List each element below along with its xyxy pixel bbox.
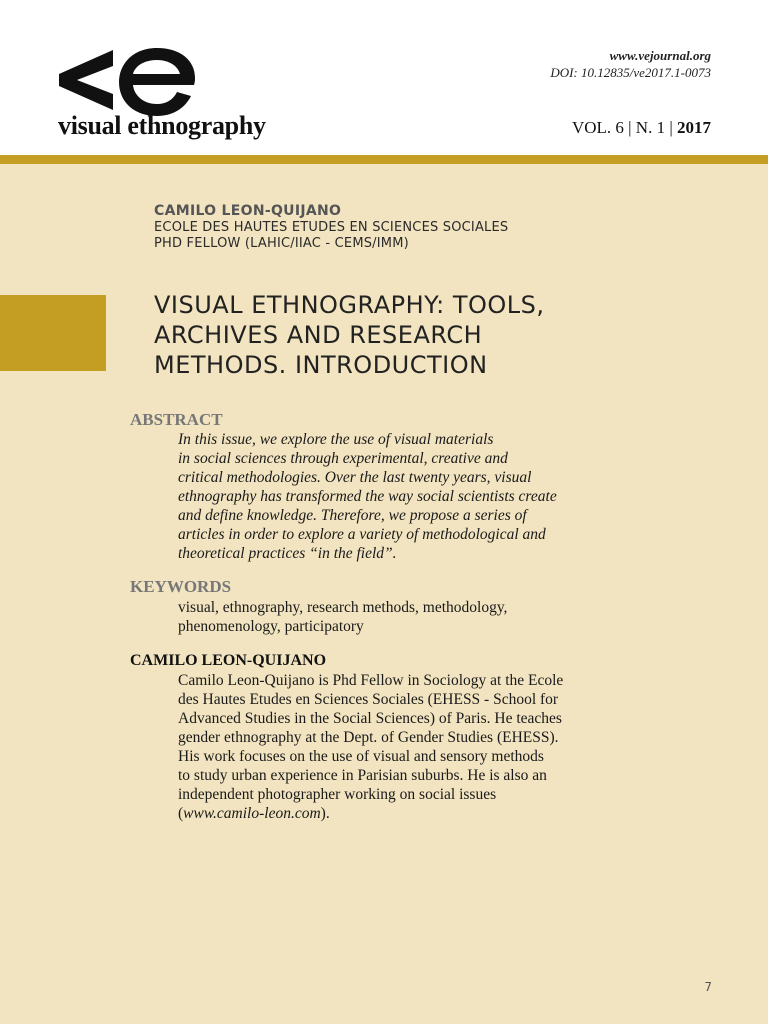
author-institution: ECOLE DES HAUTES ETUDES EN SCIENCES SOCIALES bbox=[154, 220, 509, 235]
bio-heading: CAMILO LEON-QUIJANO bbox=[130, 652, 327, 669]
doi: DOI: 10.12835/ve2017.1-0073 bbox=[550, 65, 711, 80]
bio-body bbox=[178, 671, 563, 823]
journal-logo-mark bbox=[55, 38, 200, 120]
abstract-line: articles in order to explore a variety of methodological and bbox=[178, 526, 546, 543]
volume-year: 2017 bbox=[677, 118, 711, 137]
header-divider bbox=[0, 155, 768, 164]
abstract-line: ethnography has transformed the way social scientists create bbox=[178, 488, 557, 505]
abstract-line: theoretical practices “in the field”. bbox=[178, 545, 397, 562]
title-line: METHODS. INTRODUCTION bbox=[154, 351, 488, 379]
author-block bbox=[154, 203, 508, 252]
abstract-line: critical methodologies. Over the last twenty years, visual bbox=[178, 469, 532, 486]
journal-name: visual ethnography bbox=[58, 111, 266, 140]
title-line: VISUAL ETHNOGRAPHY: TOOLS, bbox=[154, 291, 545, 319]
bio-line: gender ethnography at the Dept. of Gender Studies (EHESS). bbox=[178, 729, 559, 746]
abstract-heading: ABSTRACT bbox=[130, 410, 223, 429]
abstract-body bbox=[178, 430, 557, 563]
bio-line: to study urban experience in Parisian suburbs. He is also an bbox=[178, 767, 547, 784]
volume-label: VOL. 6 | N. 1 | bbox=[571, 118, 677, 137]
title-line: ARCHIVES AND RESEARCH bbox=[154, 321, 483, 349]
journal-header bbox=[0, 0, 768, 155]
bio-line: des Hautes Etudes en Sciences Sociales (EHESS - School for bbox=[178, 691, 559, 708]
bio-line: His work focuses on the use of visual and sensory methods bbox=[178, 748, 544, 765]
page-number: 7 bbox=[704, 980, 712, 994]
keywords-heading: KEYWORDS bbox=[130, 577, 232, 596]
bio-line: independent photographer working on social issues bbox=[178, 786, 497, 803]
abstract-line: In this issue, we explore the use of visual materials bbox=[178, 431, 494, 448]
side-accent-tab bbox=[0, 295, 106, 371]
volume-issue bbox=[572, 118, 711, 138]
bio-paren-open: ( bbox=[178, 805, 184, 822]
author-website-link[interactable]: www.camilo-leon.com bbox=[183, 805, 321, 822]
journal-website[interactable]: www.vejournal.org bbox=[609, 48, 711, 63]
keywords-body bbox=[178, 598, 507, 636]
article-title bbox=[154, 290, 714, 380]
bio-line-last bbox=[178, 804, 563, 823]
bio-paren-close: ). bbox=[320, 805, 330, 822]
bio-line: Camilo Leon-Quijano is Phd Fellow in Sociology at the Ecole bbox=[178, 672, 564, 689]
keywords-line: phenomenology, participatory bbox=[178, 618, 364, 635]
author-position: PHD FELLOW (LAHIC/IIAC - CEMS/IMM) bbox=[154, 236, 409, 251]
keywords-line: visual, ethnography, research methods, methodology, bbox=[178, 599, 508, 616]
abstract-line: in social sciences through experimental, creative and bbox=[178, 450, 508, 467]
author-name: CAMILO LEON-QUIJANO bbox=[154, 203, 342, 219]
abstract-line: and define knowledge. Therefore, we propose a series of bbox=[178, 507, 527, 524]
bio-line: Advanced Studies in the Social Sciences) of Paris. He teaches bbox=[178, 710, 562, 727]
